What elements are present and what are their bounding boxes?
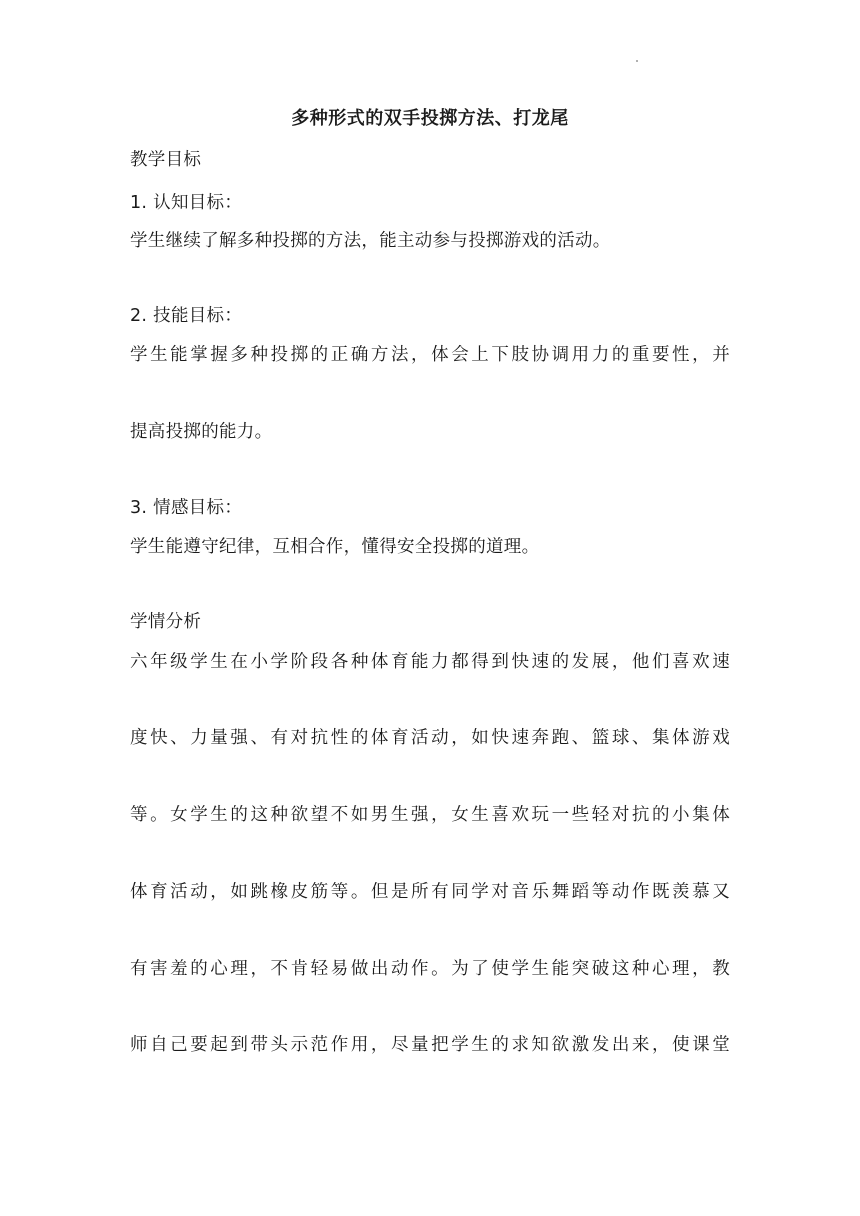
cognitive-heading: 1. 认知目标： — [130, 193, 243, 213]
page-mark — [636, 60, 638, 62]
section-heading-objectives: 教学目标 — [130, 150, 202, 170]
analysis-line: 六年级学生在小学阶段各种体育能力都得到快速的发展，他们喜欢速 — [130, 652, 730, 672]
emotion-heading: 3. 情感目标： — [130, 498, 243, 518]
skill-heading: 2. 技能目标： — [130, 306, 243, 326]
section-heading-analysis: 学情分析 — [130, 612, 202, 632]
skill-text-line: 学生能掌握多种投掷的正确方法，体会上下肢协调用力的重要性，并 — [130, 345, 730, 365]
analysis-line: 有害羞的心理，不肯轻易做出动作。为了使学生能突破这种心理，教 — [130, 959, 730, 979]
skill-text-line: 提高投掷的能力。 — [130, 422, 273, 442]
analysis-line: 体育活动，如跳橡皮筋等。但是所有同学对音乐舞蹈等动作既羡慕又 — [130, 882, 730, 902]
document-title: 多种形式的双手投掷方法、打龙尾 — [291, 108, 569, 129]
analysis-line: 等。女学生的这种欲望不如男生强，女生喜欢玩一些轻对抗的小集体 — [130, 805, 730, 825]
analysis-line: 师自己要起到带头示范作用，尽量把学生的求知欲激发出来，使课堂 — [130, 1035, 730, 1055]
cognitive-text: 学生继续了解多种投掷的方法，能主动参与投掷游戏的活动。 — [130, 231, 611, 251]
emotion-text: 学生能遵守纪律，互相合作，懂得安全投掷的道理。 — [130, 537, 540, 557]
analysis-line: 度快、力量强、有对抗性的体育活动，如快速奔跑、篮球、集体游戏 — [130, 728, 730, 748]
